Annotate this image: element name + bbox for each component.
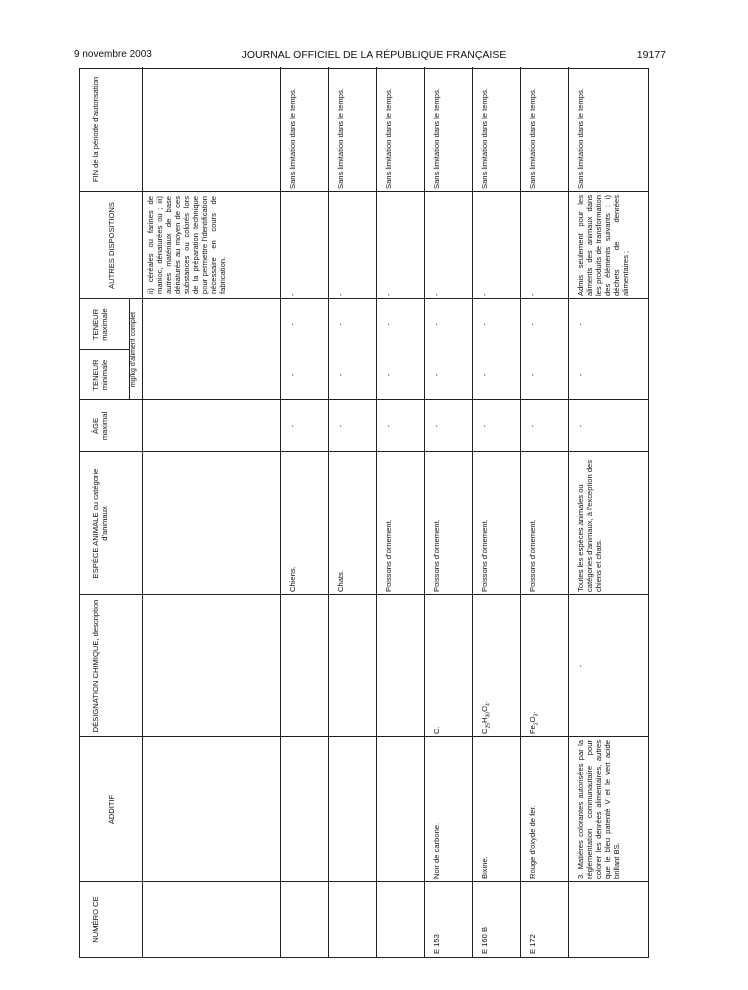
header-fin: FIN de la période d'autorisation [91, 76, 100, 183]
cell-min: - [576, 373, 585, 377]
header-autres: AUTRES DISPOSITIONS [107, 202, 116, 289]
cell-max: - [528, 323, 537, 326]
cell-age: - [432, 424, 441, 428]
cell-age: - [384, 424, 393, 428]
cell-fin: Sans limitation dans le temps. [432, 88, 441, 189]
cell-fin: Sans limitation dans le temps. [384, 88, 393, 189]
cell-designation: C. [432, 726, 441, 734]
cell-autres: - [384, 293, 393, 296]
cell-espece: Toutes les espèces animales ou catégories d'animaux, à l'exception des chiens et chats. [576, 459, 603, 592]
cell-espece: Poissons d'ornement. [432, 519, 441, 592]
cell-autres: Admis seulement pour les aliments des animaux dans les produits de transformation des éléments suivants : i) déchets de denrées alimentaires ; [576, 195, 630, 296]
cell-min: - [336, 373, 345, 377]
cell-numero: E 153 [432, 934, 441, 954]
page-date: 9 novembre 2003 [74, 49, 152, 60]
cell-autres: - [432, 293, 441, 296]
cell-autres: - [288, 293, 297, 296]
cell-additif: Rouge d'oxyde de fer. [528, 805, 537, 879]
cell-min: - [384, 373, 393, 377]
cell-max: - [432, 323, 441, 326]
cell-autres: - [528, 293, 537, 296]
header-espece: ESPÈCE ANIMALE ou catégorie d'animaux [91, 468, 109, 579]
rotated-table-wrapper [79, 68, 649, 958]
cell-max: - [384, 323, 393, 326]
header-designation: DÉSIGNATION CHIMIQUE, description [91, 599, 100, 733]
cell-min: - [432, 373, 441, 377]
cell-age: - [576, 424, 585, 428]
cell-designation: $Fe_2O_3$. [528, 711, 540, 734]
cell-autres: - [336, 293, 345, 296]
cell-additif: 3. Matières colorantes autorisées par la réglementation communautaire pour colorer les denrées alimentaires, autres que le bleu patenté V et le vert acide brillant BS. [576, 740, 621, 879]
cell-additif: Noir de carbone. [432, 822, 441, 879]
continued-provisions: ii) céréales ou farines de manioc, dénaturées ou ; iii) autres matériaux de base dénaturés au moyen de ces substances ou colorés lors de la préparation technique pour permettre l'identification nécessaire en cours de fabrication. [146, 196, 227, 294]
additives-table [79, 68, 649, 958]
cell-espece: Poissons d'ornement. [480, 519, 489, 592]
header-teneur-min: TENEUR minimale [91, 359, 109, 391]
cell-fin: Sans limitation dans le temps. [288, 88, 297, 189]
cell-age: - [528, 424, 537, 428]
header-numero: NUMÉRO CE [91, 896, 100, 943]
cell-fin: Sans limitation dans le temps. [336, 88, 345, 189]
cell-espece: Chats. [336, 570, 345, 592]
cell-espece: Poissons d'ornement. [528, 519, 537, 592]
cell-min: - [528, 373, 537, 377]
cell-designation: - [576, 664, 585, 668]
cell-autres: - [480, 293, 489, 296]
journal-title: JOURNAL OFFICIEL DE LA RÉPUBLIQUE FRANÇAISE [241, 49, 507, 61]
header-age: ÂGE maximal [91, 411, 109, 441]
cell-min: - [288, 373, 297, 377]
cell-espece: Chiens. [288, 566, 297, 592]
header-additif: ADDITIF [107, 794, 116, 825]
cell-additif: Bixine. [480, 856, 489, 879]
cell-age: - [336, 424, 345, 428]
cell-fin: Sans limitation dans le temps. [576, 88, 585, 189]
cell-numero: E 160 B [480, 926, 489, 954]
cell-max: - [576, 323, 585, 326]
cell-age: - [480, 424, 489, 428]
cell-age: - [288, 424, 297, 428]
cell-designation: $C_{25}H_{30}O_4$. [480, 701, 492, 734]
cell-max: - [288, 323, 297, 326]
cell-espece: Poissons d'ornement. [384, 519, 393, 592]
cell-max: - [480, 323, 489, 326]
cell-fin: Sans limitation dans le temps. [528, 88, 537, 189]
header-teneur-max: TENEUR maximale [91, 308, 109, 341]
cell-fin: Sans limitation dans le temps. [480, 88, 489, 189]
cell-numero: E 172 [528, 934, 537, 954]
cell-min: - [480, 373, 489, 377]
header-unit: mg/kg d'aliment complet [130, 311, 137, 388]
page-number: 19177 [636, 49, 666, 61]
cell-max: - [336, 323, 345, 326]
